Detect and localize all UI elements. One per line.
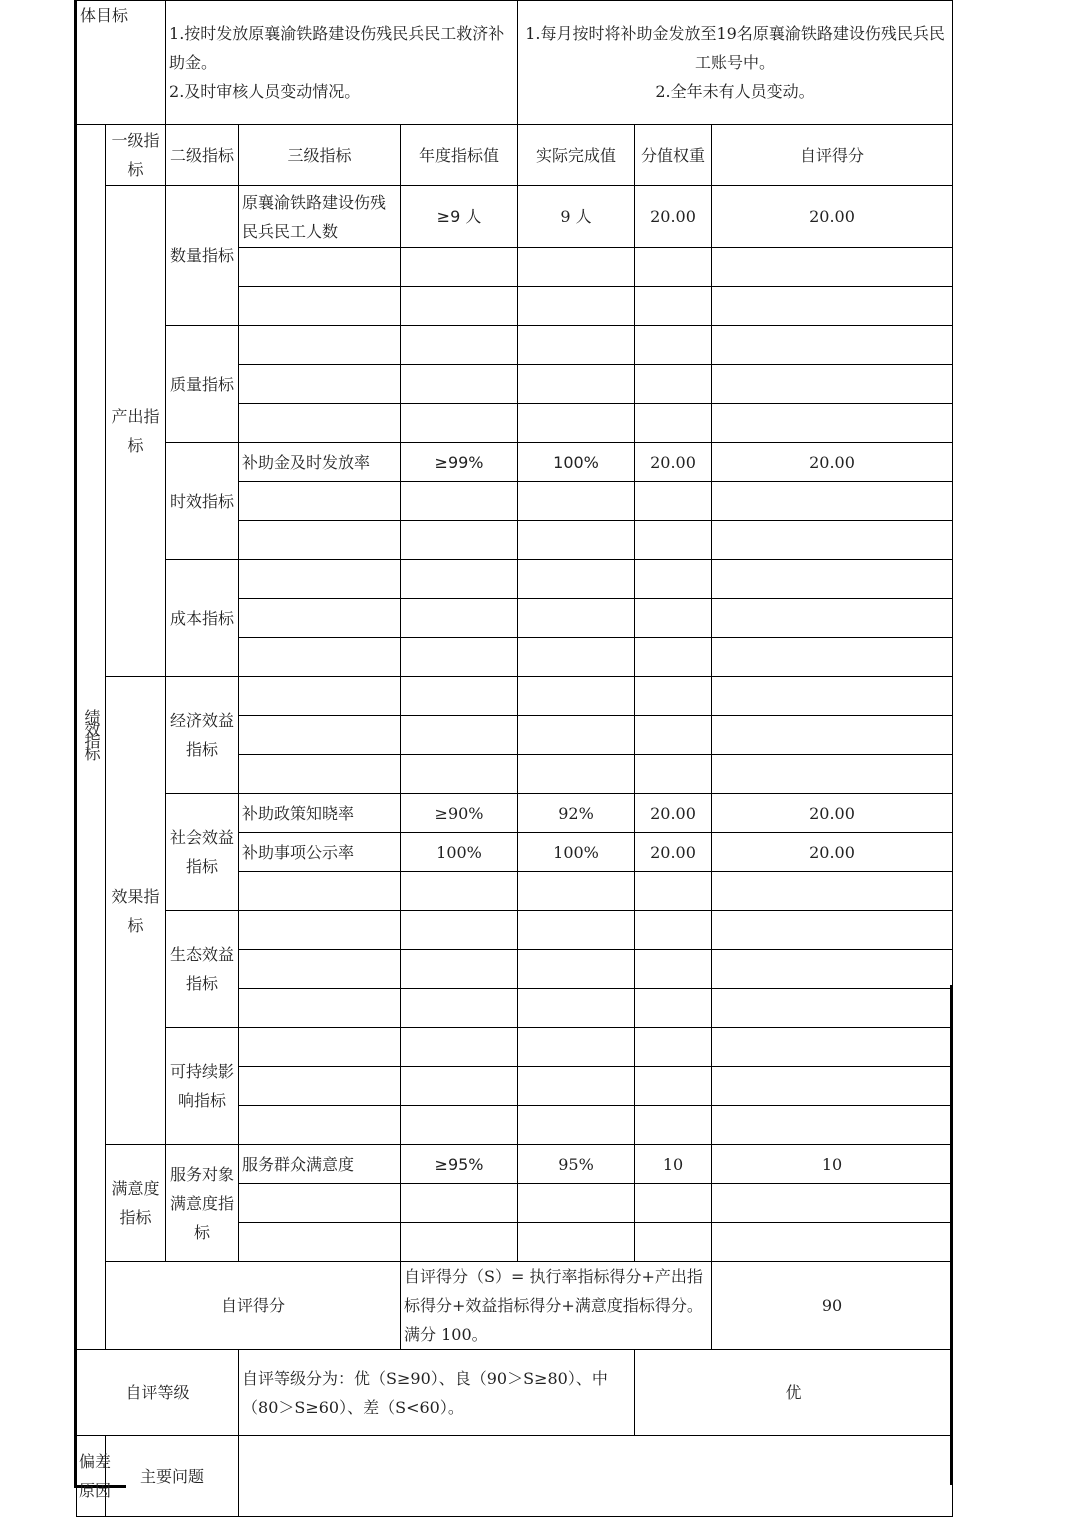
performance-label-cell (77, 125, 106, 1350)
self-score-label: 自评得分 (106, 1262, 401, 1350)
level2-ecological: 生态效益指标 (166, 911, 239, 1028)
deviation-row (77, 1436, 953, 1517)
empty-cell (239, 1106, 401, 1145)
level2-economic: 经济效益指标 (166, 677, 239, 794)
empty-cell (239, 482, 401, 521)
empty-cell (712, 365, 953, 404)
performance-table (76, 0, 953, 1517)
empty-cell (239, 872, 401, 911)
deviation-label: 偏差原因 (79, 1452, 112, 1500)
indicator-name: 补助事项公示率 (239, 833, 401, 872)
indicator-score: 20.00 (712, 794, 953, 833)
empty-cell (239, 638, 401, 677)
empty-cell (635, 1184, 712, 1223)
self-score-row (77, 1262, 953, 1350)
indicator-name: 补助金及时发放率 (239, 443, 401, 482)
empty-cell (239, 716, 401, 755)
empty-cell (401, 677, 518, 716)
header-level1: 一级指标 (106, 125, 166, 186)
table-row (77, 326, 953, 365)
header-weight: 分值权重 (635, 125, 712, 186)
indicator-score: 20.00 (712, 833, 953, 872)
goal-actual: 1.每月按时将补助金发放至19名原襄渝铁路建设伤残民兵民工账号中。 2.全年未有人员变动。 (518, 1, 953, 125)
empty-cell (401, 638, 518, 677)
self-score-weight: 90 (712, 1262, 953, 1350)
empty-cell (518, 1106, 635, 1145)
table-row (77, 1028, 953, 1067)
empty-cell (239, 755, 401, 794)
empty-cell (635, 287, 712, 326)
empty-cell (239, 287, 401, 326)
empty-cell (712, 755, 953, 794)
empty-cell (635, 521, 712, 560)
empty-cell (518, 521, 635, 560)
main-issue-label: 主要问题 (106, 1436, 239, 1517)
empty-cell (518, 326, 635, 365)
empty-cell (401, 1106, 518, 1145)
performance-label: 绩效指标 (82, 708, 101, 757)
empty-cell (401, 365, 518, 404)
empty-cell (712, 287, 953, 326)
empty-cell (712, 599, 953, 638)
empty-cell (401, 560, 518, 599)
table-row (77, 1145, 953, 1184)
empty-cell (712, 1028, 953, 1067)
empty-cell (401, 326, 518, 365)
empty-cell (401, 1067, 518, 1106)
header-annual-target: 年度指标值 (401, 125, 518, 186)
empty-cell (635, 560, 712, 599)
indicator-actual: 9 人 (518, 186, 635, 248)
empty-cell (518, 1184, 635, 1223)
empty-cell (518, 365, 635, 404)
indicator-score: 10 (712, 1145, 953, 1184)
empty-cell (518, 638, 635, 677)
empty-cell (239, 1067, 401, 1106)
self-grade-rule: 自评等级分为：优（S≥90）、良（90＞S≥80）、中（80＞S≥60）、差（S<60）。 (239, 1350, 635, 1436)
empty-cell (635, 638, 712, 677)
header-actual-value: 实际完成值 (518, 125, 635, 186)
performance-self-evaluation-sheet (76, 0, 952, 1500)
empty-cell (712, 482, 953, 521)
empty-cell (518, 1223, 635, 1262)
indicator-target: ≥99% (401, 443, 518, 482)
empty-cell (635, 326, 712, 365)
empty-cell (401, 755, 518, 794)
indicator-name: 服务群众满意度 (239, 1145, 401, 1184)
indicator-actual: 100% (518, 443, 635, 482)
empty-cell (712, 911, 953, 950)
empty-cell (635, 365, 712, 404)
empty-cell (635, 950, 712, 989)
indicator-name: 补助政策知晓率 (239, 794, 401, 833)
indicator-weight: 20.00 (635, 443, 712, 482)
indicator-name: 原襄渝铁路建设伤残民兵民工人数 (239, 186, 401, 248)
empty-cell (712, 560, 953, 599)
empty-cell (518, 911, 635, 950)
table-row (77, 911, 953, 950)
indicator-score: 20.00 (712, 443, 953, 482)
empty-cell (635, 872, 712, 911)
table-row (77, 560, 953, 599)
empty-cell (401, 287, 518, 326)
indicator-score: 20.00 (712, 186, 953, 248)
empty-cell (712, 638, 953, 677)
empty-cell (401, 911, 518, 950)
empty-cell (401, 1028, 518, 1067)
main-issue-value (239, 1436, 953, 1517)
table-row (77, 443, 953, 482)
empty-cell (635, 1223, 712, 1262)
empty-cell (712, 677, 953, 716)
empty-cell (712, 404, 953, 443)
table-row (77, 794, 953, 833)
level2-service: 服务对象满意度指标 (166, 1145, 239, 1262)
self-score-formula: 自评得分（S）= 执行率指标得分+产出指标得分+效益指标得分+满意度指标得分。满分 100。 (401, 1262, 712, 1350)
goal-planned: 1.按时发放原襄渝铁路建设伤残民兵民工救济补助金。 2.及时审核人员变动情况。 (166, 1, 518, 125)
empty-cell (239, 989, 401, 1028)
level1-output: 产出指标 (106, 186, 166, 677)
level2-cost: 成本指标 (166, 560, 239, 677)
empty-cell (518, 1067, 635, 1106)
empty-cell (635, 404, 712, 443)
empty-cell (635, 599, 712, 638)
empty-cell (518, 560, 635, 599)
empty-cell (712, 248, 953, 287)
empty-cell (401, 404, 518, 443)
empty-cell (518, 248, 635, 287)
empty-cell (401, 989, 518, 1028)
empty-cell (712, 1184, 953, 1223)
empty-cell (518, 872, 635, 911)
empty-cell (239, 404, 401, 443)
empty-cell (239, 911, 401, 950)
indicator-target: 100% (401, 833, 518, 872)
table-row (77, 186, 953, 248)
empty-cell (239, 950, 401, 989)
empty-cell (635, 248, 712, 287)
empty-cell (518, 677, 635, 716)
empty-cell (712, 950, 953, 989)
indicator-actual: 95% (518, 1145, 635, 1184)
indicator-target: ≥9 人 (401, 186, 518, 248)
empty-cell (518, 989, 635, 1028)
empty-cell (712, 716, 953, 755)
level2-timeliness: 时效指标 (166, 443, 239, 560)
empty-cell (635, 1067, 712, 1106)
empty-cell (635, 1106, 712, 1145)
indicator-target: ≥95% (401, 1145, 518, 1184)
goal-label: 体目标 (77, 1, 166, 125)
indicator-weight: 10 (635, 1145, 712, 1184)
empty-cell (518, 287, 635, 326)
empty-cell (712, 326, 953, 365)
empty-cell (239, 1223, 401, 1262)
empty-cell (518, 755, 635, 794)
indicator-weight: 20.00 (635, 833, 712, 872)
empty-cell (518, 1028, 635, 1067)
empty-cell (401, 950, 518, 989)
level2-social: 社会效益指标 (166, 794, 239, 911)
indicator-target: ≥90% (401, 794, 518, 833)
level2-quality: 质量指标 (166, 326, 239, 443)
empty-cell (635, 482, 712, 521)
empty-cell (401, 521, 518, 560)
level2-sustainable: 可持续影响指标 (166, 1028, 239, 1145)
empty-cell (635, 911, 712, 950)
empty-cell (239, 248, 401, 287)
empty-cell (518, 482, 635, 521)
empty-cell (239, 1184, 401, 1223)
goal-row (77, 1, 953, 125)
table-row (77, 677, 953, 716)
indicator-weight: 20.00 (635, 794, 712, 833)
self-grade-row (77, 1350, 953, 1436)
empty-cell (712, 1067, 953, 1106)
level2-quantity: 数量指标 (166, 186, 239, 326)
empty-cell (401, 1184, 518, 1223)
empty-cell (635, 755, 712, 794)
empty-cell (401, 482, 518, 521)
empty-cell (635, 989, 712, 1028)
empty-cell (239, 365, 401, 404)
header-level2: 二级指标 (166, 125, 239, 186)
empty-cell (239, 326, 401, 365)
self-grade-label: 自评等级 (77, 1350, 239, 1436)
empty-cell (635, 677, 712, 716)
empty-cell (401, 599, 518, 638)
header-row (77, 125, 953, 186)
level1-satisfaction: 满意度指标 (106, 1145, 166, 1262)
empty-cell (712, 1106, 953, 1145)
empty-cell (239, 1028, 401, 1067)
self-grade-value: 优 (635, 1350, 953, 1436)
empty-cell (712, 872, 953, 911)
empty-cell (635, 1028, 712, 1067)
empty-cell (401, 248, 518, 287)
empty-cell (239, 560, 401, 599)
empty-cell (401, 716, 518, 755)
indicator-actual: 92% (518, 794, 635, 833)
indicator-actual: 100% (518, 833, 635, 872)
empty-cell (518, 599, 635, 638)
empty-cell (712, 521, 953, 560)
empty-cell (518, 716, 635, 755)
indicator-weight: 20.00 (635, 186, 712, 248)
empty-cell (401, 1223, 518, 1262)
header-self-score: 自评得分 (712, 125, 953, 186)
empty-cell (518, 404, 635, 443)
empty-cell (712, 989, 953, 1028)
deviation-label-cell (77, 1436, 112, 1517)
empty-cell (401, 872, 518, 911)
empty-cell (635, 716, 712, 755)
header-level3: 三级指标 (239, 125, 401, 186)
level1-effect: 效果指标 (106, 677, 166, 1145)
empty-cell (712, 1223, 953, 1262)
empty-cell (239, 521, 401, 560)
empty-cell (518, 950, 635, 989)
empty-cell (239, 599, 401, 638)
empty-cell (239, 677, 401, 716)
